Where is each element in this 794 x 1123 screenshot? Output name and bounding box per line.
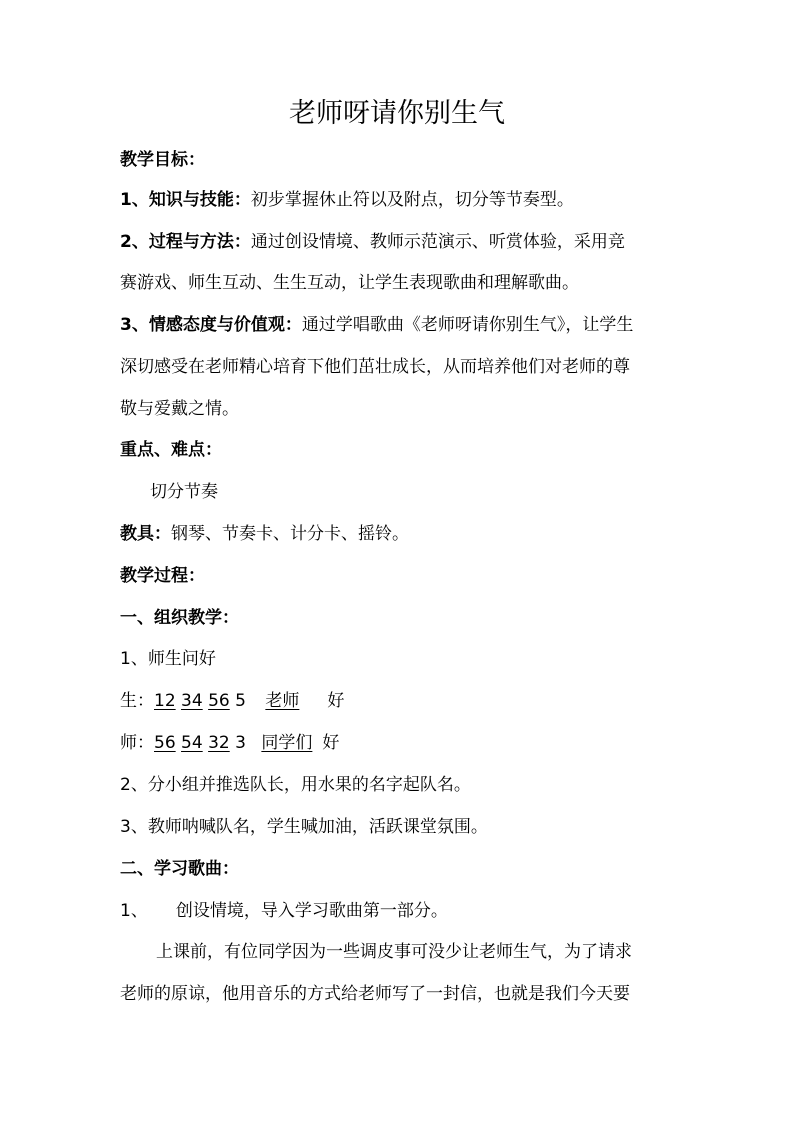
teaching-tools <box>120 522 684 546</box>
rhythm-notes: 12 <box>154 691 176 711</box>
song-item-number: 1、 <box>120 901 148 921</box>
section-1-heading: 一、组织教学： <box>120 608 239 628</box>
list-item-3: 3、教师呐喊队名，学生喊加油，活跃课堂氛围。 <box>120 817 488 837</box>
song-item-1 <box>120 899 684 923</box>
lyric-word: 老师 <box>265 691 300 711</box>
section-2-heading: 二、学习歌曲： <box>120 859 239 879</box>
objective-3 <box>120 313 684 337</box>
student-prefix: 生： <box>120 691 154 711</box>
lyric-end: 好 <box>327 691 345 711</box>
teaching-tools-text: 钢琴、节奏卡、计分卡、摇铃。 <box>171 524 409 544</box>
page-title: 老师呀请你别生气 <box>289 98 505 129</box>
rhythm-note: 3 <box>235 733 246 753</box>
lyric-word: 同学们 <box>261 733 313 753</box>
objective-1-text: 初步掌握休止符以及附点，切分等节奏型。 <box>250 190 574 210</box>
paragraph-line-1: 上课前，有位同学因为一些调皮事可没少让老师生气，为了请求 <box>156 942 632 962</box>
key-points-text: 切分节奏 <box>150 482 218 502</box>
teacher-prefix: 师： <box>120 733 154 753</box>
paragraph-line-2: 老师的原谅，他用音乐的方式给老师写了一封信，也就是我们今天要 <box>120 984 630 1004</box>
teaching-tools-label: 教具： <box>120 524 171 544</box>
objective-1-label: 1、知识与技能： <box>120 190 251 210</box>
teacher-greeting-line <box>120 731 684 755</box>
objectives-heading: 教学目标： <box>120 150 205 170</box>
rhythm-notes: 56 <box>154 733 176 753</box>
rhythm-notes: 54 <box>181 733 203 753</box>
rhythm-notes: 56 <box>208 691 230 711</box>
rhythm-note: 5 <box>235 691 246 711</box>
rhythm-notes: 34 <box>181 691 203 711</box>
objective-3-label: 3、情感态度与价值观： <box>120 315 302 335</box>
list-item-2: 2、分小组并推选队长，用水果的名字起队名。 <box>120 775 471 795</box>
lyric-end: 好 <box>322 733 340 753</box>
objective-2-continued: 赛游戏、师生互动、生生互动，让学生表现歌曲和理解歌曲。 <box>120 273 579 293</box>
key-points-heading: 重点、难点： <box>120 440 222 460</box>
rhythm-notes: 32 <box>208 733 230 753</box>
student-greeting-line <box>120 689 684 713</box>
objective-1 <box>120 188 684 212</box>
objective-3-end: 敬与爱戴之情。 <box>120 399 239 419</box>
objective-2-text: 通过创设情境、教师示范演示、听赏体验，采用竞 <box>250 232 625 252</box>
objective-3-continued: 深切感受在老师精心培育下他们茁壮成长，从而培养他们对老师的尊 <box>120 357 630 377</box>
objective-2 <box>120 230 684 254</box>
greeting-item: 1、师生问好 <box>120 649 216 669</box>
song-item-text: 创设情境，导入学习歌曲第一部分。 <box>175 901 448 921</box>
objective-2-label: 2、过程与方法： <box>120 232 251 252</box>
objective-3-text: 通过学唱歌曲《老师呀请你别生气》，让学生 <box>301 315 634 335</box>
process-heading: 教学过程： <box>120 566 205 586</box>
